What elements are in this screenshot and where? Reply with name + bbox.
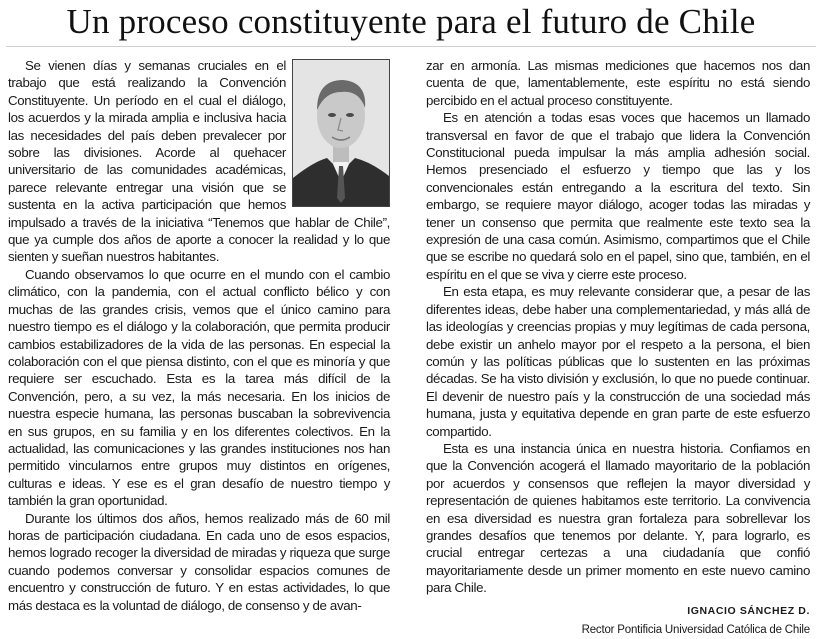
right-column xyxy=(426,57,810,639)
author-position: Rector Pontificia Universidad Católica de Chile xyxy=(581,624,810,636)
author-signature: IGNACIO SÁNCHEZ D. xyxy=(687,604,810,617)
title-divider xyxy=(6,46,816,47)
article-paragraph: En esta etapa, es muy relevante considerar que, a pesar de las diferentes ideas, debe haber una complementariedad, y más allá de las ideologías y creencias propias y muy legítimas de cada persona, debe existir un anhelo mayor por el respeto a la persona, el bien común y las políticas públicas que lo sustenten en las próximas décadas. Se ha visto división y exclusión, lo que no puede continuar. El devenir de nuestro país y la construcción de una sociedad más humana, justa y equitativa depende en gran parte de este esfuerzo compartido. xyxy=(426,284,810,439)
author-photo xyxy=(292,59,390,207)
article-paragraph-continuation: zar en armonía. Las mismas mediciones que hacemos nos dan cuenta de que, lamentablemente, este espíritu no está siendo percibido en el actual proceso constituyente. xyxy=(426,58,810,108)
article-paragraph: Cuando observamos lo que ocurre en el mundo con el cambio climático, con la pandemia, con el actual conflicto bélico y con muchas de las grandes crisis, vemos que el único camino para nuestro tiempo es el diálogo y la colaboración, que permita producir cambios estabilizadores de la vida de las personas. En especial la colaboración con el que piensa distinto, con el que es minoría y que requiere ser escuchado. Esta es la tarea más difícil de la Convención, pero, a su vez, la más necesaria. En los inicios de nuestra especie humana, las personas buscaban la sobrevivencia en sus grupos, en su familia y en los diferentes colectivos. En la actualidad, las comunicaciones y las grandes instituciones nos han permitido vincularnos entre grupos muy distintos en orígenes, culturas e ideas. Y ese es el gran desafío de nuestro tiempo y también la gran oportunidad. xyxy=(8,266,390,509)
article-paragraph: Se vienen días y semanas cruciales en el trabajo que está realizando la Convención Constituyente. Un período en el cual el diálogo, los acuerdos y la mirada amplia e inclusiva hacia las necesidades del país deben prevalecer por sobre las divisiones. Acorde al quehacer universitario de las comunidades académicas, parece relevante entregar una visión que se sustenta en la activa participación que hemos impulsado a través de la iniciativa “Tenemos que hablar de Chile”, que ya cumple dos años de aporte a conocer la realidad y lo que sienten y sueñan nuestros habitantes. xyxy=(8,58,390,265)
author-portrait-illustration xyxy=(293,60,389,206)
left-column xyxy=(8,57,390,614)
article-paragraph: Es en atención a todas esas voces que hacemos un llamado transversal en favor de que el trabajo que lidera la Convención Constitucional pueda impulsar la más amplia adhesión social. Hemos presenciado el esfuerzo y tiempo que las y los convencionales están entregando a la escritura del texto. Sin embargo, se requiere mayor diálogo, acoger todas las miradas y tener un consenso que permita que realmente este texto sea la expresión de una casa común. Asimismo, compartimos que el Chile que se escribe no quedará solo en el papel, sino que, también, en el espíritu en el que se viva y cierre este proceso. xyxy=(426,110,810,282)
article-paragraph: Durante los últimos dos años, hemos realizado más de 60 mil horas de participación ciudadana. En cada uno de esos espacios, hemos logrado recoger la diversidad de miradas y riqueza que surge cuando podemos conversar y consolidar espacios comunes de encuentro y construcción de futuro. Y en estas actividades, lo que más destaca es la voluntad de diálogo, de consenso y de avan- xyxy=(8,510,390,613)
article-paragraph: Esta es una instancia única en nuestra historia. Confiamos en que la Convención acogerá el llamado mayoritario de la población por acuerdos y consensos que reflejen la mayor diversidad y representación de quienes habitamos este territorio. La convivencia en esa diversidad es nuestra gran fortaleza para sobrellevar los grandes desafíos que tenemos por delante. Y, para lograrlo, es crucial entregar certezas a una ciudadanía que confió mayoritariamente desde un primer momento en este nuevo camino para Chile. xyxy=(426,440,810,596)
article-title: Un proceso constituyente para el futuro de Chile xyxy=(66,2,756,41)
